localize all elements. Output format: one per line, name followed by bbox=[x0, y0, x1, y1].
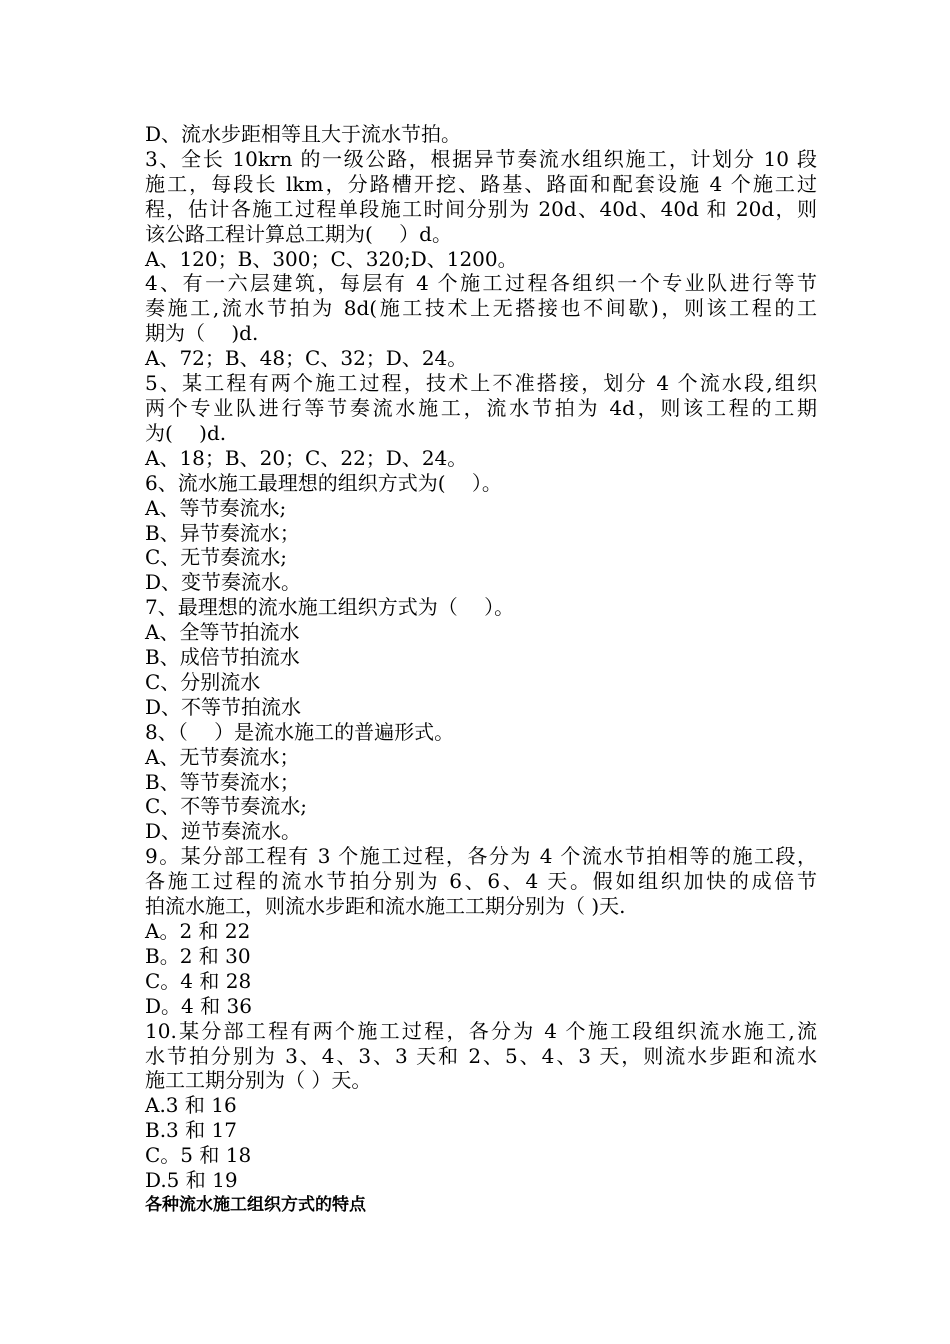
text-line: D.5 和 19 bbox=[145, 1168, 238, 1193]
text-line: D、逆节奏流水。 bbox=[145, 819, 302, 844]
text-line: 各施工过程的流水节拍分别为 6、6、4 天。假如组织加快的成倍节 bbox=[145, 869, 817, 894]
text-line: 10.某分部工程有两个施工过程，各分为 4 个施工段组织流水施工,流 bbox=[145, 1018, 817, 1043]
text-line: C、分别流水 bbox=[145, 669, 261, 694]
text-line: A、无节奏流水； bbox=[145, 744, 300, 769]
text-line: 水节拍分别为 3、4、3、3 天和 2、5、4、3 天，则流水步距和流水 bbox=[145, 1043, 817, 1068]
section-heading: 各种流水施工组织方式的特点 bbox=[145, 1194, 366, 1215]
text-line: A、120；B、300；C、320;D、1200。 bbox=[145, 246, 518, 271]
text-line: 奏施工,流水节拍为 8d(施工技术上无搭接也不间歇)，则该工程的工 bbox=[145, 296, 817, 321]
text-line: 9。某分部工程有 3 个施工过程，各分为 4 个流水节拍相等的施工段， bbox=[145, 844, 817, 869]
text-line: C、不等节奏流水; bbox=[145, 794, 308, 819]
text-line: 5、某工程有两个施工过程，技术上不准搭接，划分 4 个流水段,组织 bbox=[145, 371, 817, 396]
text-line: C。5 和 18 bbox=[145, 1143, 252, 1168]
text-line: 期为（ )d. bbox=[145, 321, 259, 346]
text-line: D、变节奏流水。 bbox=[145, 570, 302, 595]
text-line: 施工，每段长 lkm，分路槽开挖、路基、路面和配套设施 4 个施工过 bbox=[145, 171, 817, 196]
text-line: 7、最理想的流水施工组织方式为（ ）。 bbox=[145, 595, 515, 620]
text-line: B、异节奏流水； bbox=[145, 520, 300, 545]
text-line: 8、（ ）是流水施工的普遍形式。 bbox=[145, 719, 455, 744]
text-line: B、成倍节拍流水 bbox=[145, 645, 300, 670]
text-line: D、流水步距相等且大于流水节拍。 bbox=[145, 122, 462, 146]
text-line: C、无节奏流水; bbox=[145, 545, 288, 570]
text-line: B、等节奏流水； bbox=[145, 769, 300, 794]
text-line: A.3 和 16 bbox=[145, 1093, 237, 1118]
document-body bbox=[145, 122, 817, 1218]
text-line: 程，估计各施工过程单段施工时间分别为 20d、40d、40d 和 20d，则 bbox=[145, 196, 817, 221]
text-line: B.3 和 17 bbox=[145, 1118, 237, 1143]
text-line: 为( )d. bbox=[145, 420, 227, 445]
text-line: A、72；B、48；C、32；D、24。 bbox=[145, 346, 468, 371]
text-line: D、不等节拍流水 bbox=[145, 694, 302, 719]
text-line: C。4 和 28 bbox=[145, 968, 252, 993]
text-line: 施工工期分别为（ ）天。 bbox=[145, 1068, 372, 1093]
text-line: 4、有一六层建筑，每层有 4 个施工过程各组织一个专业队进行等节 bbox=[145, 271, 817, 296]
text-line: 该公路工程计算总工期为( ）d。 bbox=[145, 221, 452, 246]
text-line: D。4 和 36 bbox=[145, 993, 252, 1018]
text-line: A、等节奏流水; bbox=[145, 495, 287, 520]
text-line: 拍流水施工，则流水步距和流水施工工期分别为（ )天. bbox=[145, 894, 626, 919]
text-line: B。2 和 30 bbox=[145, 943, 251, 968]
text-line: 3、全长 10krn 的一级公路，根据异节奏流水组织施工，计划分 10 段 bbox=[145, 146, 817, 171]
text-line: A、全等节拍流水 bbox=[145, 620, 300, 645]
text-line: 两个专业队进行等节奏流水施工，流水节拍为 4d，则该工程的工期 bbox=[145, 395, 817, 420]
text-line: 6、流水施工最理想的组织方式为( ）。 bbox=[145, 470, 502, 495]
text-line: A。2 和 22 bbox=[145, 919, 251, 943]
text-line: A、18；B、20；C、22；D、24。 bbox=[145, 445, 468, 470]
